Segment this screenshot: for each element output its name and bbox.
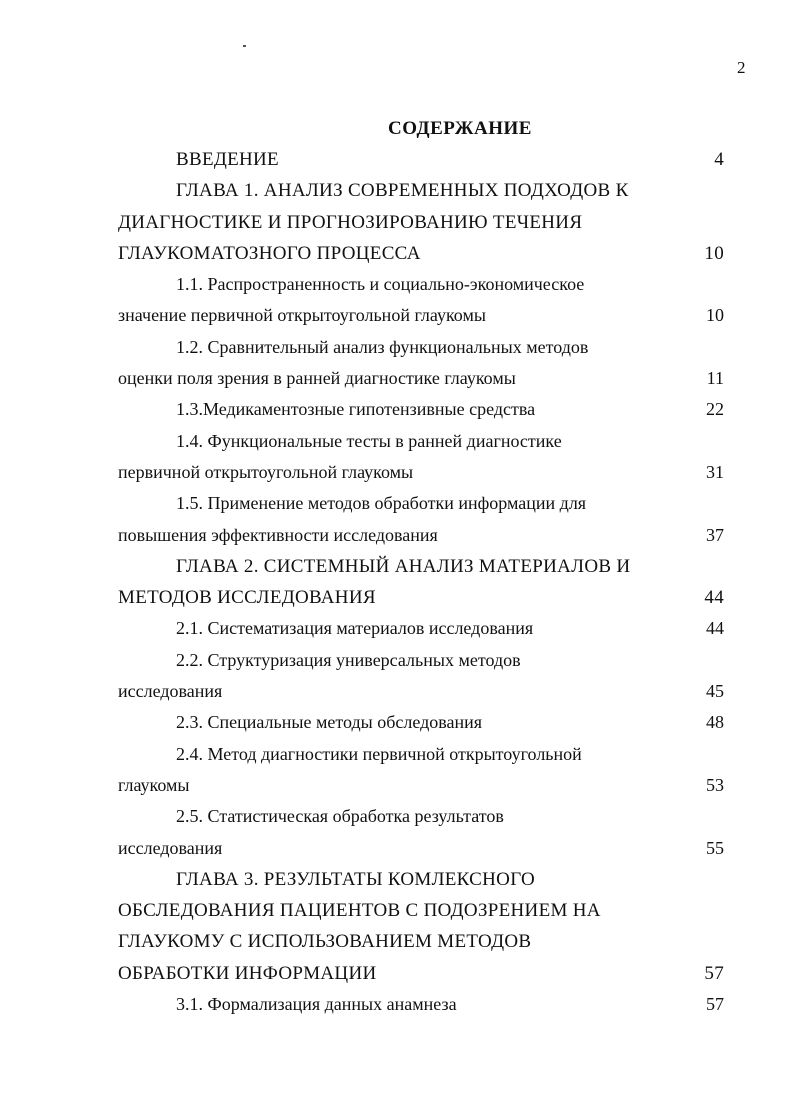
toc-section-line (118, 488, 728, 519)
toc-entry-text: ГЛАУКОМУ С ИСПОЛЬЗОВАНИЕМ МЕТОДОВ (118, 931, 532, 953)
toc-chapter-line (118, 175, 728, 206)
toc-section-line (118, 269, 728, 300)
toc-page-number: 57 (706, 994, 724, 1015)
toc-section-line (118, 645, 728, 676)
toc-entry-text: ГЛАВА 1. АНАЛИЗ СОВРЕМЕННЫХ ПОДХОДОВ К (176, 180, 629, 202)
toc-page-number: 11 (706, 368, 724, 389)
toc-section-line (118, 363, 728, 394)
toc-entry-text: 2.1. Систематизация материалов исследования (176, 618, 534, 639)
toc-chapter-line (118, 238, 728, 269)
toc-entry-text: 2.5. Статистическая обработка результатов (176, 806, 504, 827)
toc-title: СОДЕРЖАНИЕ (388, 118, 532, 139)
toc-section-line (118, 394, 728, 425)
toc-section-line (118, 801, 728, 832)
toc-chapter-line (118, 144, 728, 175)
toc-entry-text: 2.3. Специальные методы обследования (176, 712, 483, 733)
toc-entry-text: глаукомы (118, 774, 190, 795)
toc-entry-text: 1.2. Сравнительный анализ функциональных методов (176, 336, 589, 357)
toc-entry-text: 1.4. Функциональные тесты в ранней диагностике (176, 430, 562, 451)
toc-page-number: 44 (706, 618, 724, 639)
toc-entry-text: ГЛАВА 2. СИСТЕМНЫЙ АНАЛИЗ МАТЕРИАЛОВ И (176, 555, 631, 577)
toc-page-number: 44 (704, 587, 724, 609)
toc-page-number: 45 (706, 681, 724, 702)
toc-entry-text: 1.5. Применение методов обработки информации для (176, 493, 587, 514)
toc-chapter-line (118, 895, 728, 926)
toc-entry-text: ГЛАУКОМАТОЗНОГО ПРОЦЕССА (118, 242, 421, 264)
toc-entry-text: 1.3.Медикаментозные гипотензивные средства (176, 399, 536, 420)
toc-page-number: 4 (714, 149, 724, 170)
toc-entry-text: исследования (118, 837, 223, 858)
toc-page-number: 10 (704, 242, 724, 264)
toc-entry-text: ВВЕДЕНИЕ (176, 149, 279, 170)
toc-entry-text: 1.1. Распространенность и социально-экономическое (176, 274, 585, 295)
toc-entry-text: повышения эффективности исследования (118, 524, 438, 545)
toc-page-number: 37 (706, 524, 724, 545)
toc-entry-text: 3.1. Формализация данных анамнеза (176, 994, 457, 1015)
toc-section-line (118, 707, 728, 738)
toc-section-line (118, 676, 728, 707)
toc-chapter-line (118, 551, 728, 582)
scan-speck (243, 45, 246, 47)
toc-entry-text: ОБРАБОТКИ ИНФОРМАЦИИ (118, 962, 377, 984)
toc-section-line (118, 457, 728, 488)
toc-entry-text: МЕТОДОВ ИССЛЕДОВАНИЯ (118, 587, 376, 609)
toc-chapter-line (118, 958, 728, 989)
toc-entry-text: 2.4. Метод диагностики первичной открытоугольной (176, 743, 582, 764)
toc-page-number: 55 (706, 837, 724, 858)
toc-chapter-line (118, 926, 728, 957)
toc-chapter-line (118, 582, 728, 613)
toc-chapter-line (118, 864, 728, 895)
toc-entry-text: оценки поля зрения в ранней диагностике глаукомы (118, 368, 516, 389)
toc-page-number: 53 (706, 774, 724, 795)
toc-entry-text: ГЛАВА 3. РЕЗУЛЬТАТЫ КОМЛЕКСНОГО (176, 868, 536, 890)
toc-entry-text: исследования (118, 681, 223, 702)
toc-section-line (118, 833, 728, 864)
toc-section-line (118, 426, 728, 457)
toc-entry-text: ДИАГНОСТИКЕ И ПРОГНОЗИРОВАНИЮ ТЕЧЕНИЯ (118, 211, 583, 233)
toc-page-number: 31 (706, 461, 724, 482)
toc-section-line (118, 739, 728, 770)
toc-section-line (118, 332, 728, 363)
toc-page-number: 10 (706, 305, 724, 326)
toc-entry-text: значение первичной открытоугольной глаукомы (118, 305, 486, 326)
toc-section-line (118, 613, 728, 644)
page-number: 2 (737, 58, 746, 77)
toc-section-line (118, 989, 728, 1020)
toc-chapter-line (118, 207, 728, 238)
toc-section-line (118, 770, 728, 801)
toc-page-number: 57 (704, 962, 724, 984)
toc-section-line (118, 520, 728, 551)
table-of-contents (118, 144, 728, 1020)
toc-page-number: 48 (706, 712, 724, 733)
toc-page-number: 22 (706, 399, 724, 420)
toc-entry-text: первичной открытоугольной глаукомы (118, 461, 414, 482)
toc-entry-text: ОБСЛЕДОВАНИЯ ПАЦИЕНТОВ С ПОДОЗРЕНИЕМ НА (118, 900, 601, 922)
toc-section-line (118, 300, 728, 331)
toc-entry-text: 2.2. Структуризация универсальных методов (176, 649, 521, 670)
